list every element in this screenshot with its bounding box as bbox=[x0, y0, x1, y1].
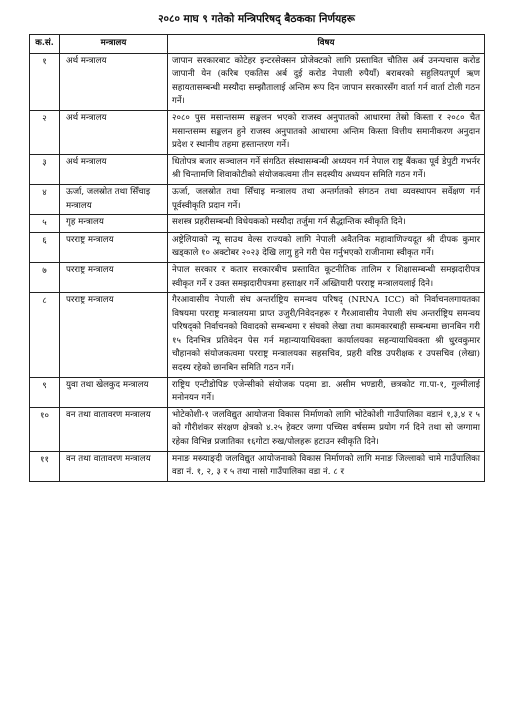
decisions-table bbox=[29, 34, 485, 482]
table-row bbox=[30, 110, 485, 154]
row-ministry: वन तथा वातावरण मन्त्रालय bbox=[60, 451, 168, 481]
row-sn: ९ bbox=[30, 377, 60, 407]
row-subject: भोटेकोशी-१ जलविद्युत आयोजना विकास निर्माणको लागि भोटेकोशी गाउँपालिका वडानं १,३,४ र ५ को गौरीशंकर संरक्षण क्षेत्रको ४.२५ हेक्टर जग्गा पच्चिस वर्षसम्म प्रयोग गर्न दिने तथा सो जग्गामा रहेका विभिन्न प्रजातिका १६गोटा रुख/पोलहरू हटाउन स्वीकृति दिने। bbox=[168, 407, 485, 451]
row-subject: मनाङ मस्र्याङ्दी जलविद्युत आयोजनाको विकास निर्माणको लागि मनाङ जिल्लाको चामे गाउँपालिका वडा नं. १, २, ३ र ५ तथा नासो गाउँपालिका वडा नं. ८ र bbox=[168, 451, 485, 481]
row-ministry: अर्थ मन्त्रालय bbox=[60, 53, 168, 110]
row-ministry: गृह मन्त्रालय bbox=[60, 215, 168, 233]
row-subject: नेपाल सरकार र कतार सरकारबीच प्रस्तावित कूटनीतिक तालिम र शिक्षासम्बन्धी समझदारीपत्र स्वीकृत गर्ने र उक्त समझदारीपत्रमा हस्ताक्षर गर्ने अख्तियारी परराष्ट्र मन्त्रालयलाई दिने। bbox=[168, 262, 485, 292]
row-sn: २ bbox=[30, 110, 60, 154]
row-subject: ऊर्जा, जलस्रोत तथा सिँचाइ मन्त्रालय तथा अन्तर्गतको संगठन तथा व्यवस्थापन सर्वेक्षण गर्न पूर्वस्वीकृति प्रदान गर्ने। bbox=[168, 184, 485, 214]
table-row bbox=[30, 407, 485, 451]
row-subject: सशस्त्र प्रहरीसम्बन्धी विधेयकको मस्यौदा तर्जुमा गर्न सैद्धान्तिक स्वीकृति दिने। bbox=[168, 215, 485, 233]
row-sn: ५ bbox=[30, 215, 60, 233]
table-body bbox=[30, 53, 485, 481]
table-header-row bbox=[30, 35, 485, 54]
row-subject: राष्ट्रिय एन्टीडोपिङ एजेन्सीको संयोजक पदमा डा. असीम भण्डारी, छत्रकोट गा.पा-१, गुल्मीलाई मनोनयन गर्ने। bbox=[168, 377, 485, 407]
row-ministry: वन तथा वातावरण मन्त्रालय bbox=[60, 407, 168, 451]
row-subject: धितोपत्र बजार सञ्चालन गर्ने संगठित संस्थासम्बन्धी अध्ययन गर्न नेपाल राष्ट्र बैंकका पूर्व डेपुटी गभर्नर श्री चिन्तामणि शिवाकोटीको संयोजकत्वमा तीन सदस्यीय अध्ययन समिति गठन गर्ने। bbox=[168, 154, 485, 184]
header-sn: क.सं. bbox=[30, 35, 60, 54]
table-row bbox=[30, 184, 485, 214]
row-sn: ११ bbox=[30, 451, 60, 481]
document-page bbox=[29, 12, 484, 482]
row-sn: ८ bbox=[30, 293, 60, 378]
row-sn: ७ bbox=[30, 262, 60, 292]
table-row bbox=[30, 215, 485, 233]
row-subject: २०८० पुस मसान्तसम्म सङ्कलन भएको राजस्व अनुपातको आधारमा तेस्रो किस्ता र २०८० चैत मसान्तसम्म सङ्कलन हुने राजस्व अनुपातको आधारमा अन्तिम किस्ता वित्तीय समानीकरण अनुदान प्रदेश र स्थानीय तहमा हस्तान्तरण गर्ने। bbox=[168, 110, 485, 154]
header-ministry: मन्त्रालय bbox=[60, 35, 168, 54]
table-row bbox=[30, 377, 485, 407]
row-subject: जापान सरकारबाट कोटेहर इन्टरसेक्सन प्रोजेक्टको लागि प्रस्तावित चौतिस अर्ब उनन्पचास करोड जापानी येन (करिब एकतिस अर्ब दुई करोड नेपाली रुपैयाँ) बराबरको सहुलियतपूर्ण ऋण सहायतासम्बन्धी मस्यौदा सम्झौतालाई अन्तिम रूप दिन जापान सरकारसँग वार्ता गर्न वार्ता टोली गठन गर्ने। bbox=[168, 53, 485, 110]
table-row bbox=[30, 293, 485, 378]
row-subject: गैरआवासीय नेपाली संघ अन्तर्राष्ट्रिय समन्वय परिषद् (NRNA ICC) को निर्वाचनलगायतका विषयमा परराष्ट्र मन्त्रालयमा प्राप्त उजुरी/निवेदनहरू र गैरआवासीय नेपाली संघ अन्तर्राष्ट्रिय समन्वय परिषद्को निर्वाचनको विवादको सम्बन्धमा र संघको लेखा तथा कामकारबाही सम्बन्धमा छानबिन गरी १५ दिनभित्र प्रतिवेदन पेस गर्न महान्यायाधिवक्ता कार्यालयका सहन्यायाधिवक्ता श्री धु्रवकुमार चौहानको संयोजकत्वमा परराष्ट्र मन्त्रालयका सहसचिव, प्रहरी वरिष्ठ उपरीक्षक र उपसचिव (लेखा) सदस्य रहेको छानबिन समिति गठन गर्ने। bbox=[168, 293, 485, 378]
header-subject: विषय bbox=[168, 35, 485, 54]
row-ministry: परराष्ट्र मन्त्रालय bbox=[60, 232, 168, 262]
row-ministry: परराष्ट्र मन्त्रालय bbox=[60, 262, 168, 292]
table-row bbox=[30, 232, 485, 262]
table-row bbox=[30, 154, 485, 184]
row-sn: १० bbox=[30, 407, 60, 451]
row-ministry: ऊर्जा, जलस्रोत तथा सिँचाइ मन्त्रालय bbox=[60, 184, 168, 214]
row-sn: ३ bbox=[30, 154, 60, 184]
row-sn: १ bbox=[30, 53, 60, 110]
row-sn: ४ bbox=[30, 184, 60, 214]
table-row bbox=[30, 262, 485, 292]
row-ministry: युवा तथा खेलकुद मन्त्रालय bbox=[60, 377, 168, 407]
row-subject: अष्ट्रेलियाको न्यू साउथ वेल्स राज्यको लागि नेपाली अवैतनिक महावाणिज्यदूत श्री दीपक कुमार खड्काले १० अक्टोबर २०२३ देखि लागु हुने गरी पेस गर्नुभएको राजीनामा स्वीकृत गर्ने। bbox=[168, 232, 485, 262]
row-sn: ६ bbox=[30, 232, 60, 262]
table-row bbox=[30, 451, 485, 481]
row-ministry: अर्थ मन्त्रालय bbox=[60, 110, 168, 154]
page-title: २०८० माघ ९ गतेको मन्त्रिपरिषद् बैठकका निर्णयहरू bbox=[158, 13, 355, 25]
table-row bbox=[30, 53, 485, 110]
row-ministry: अर्थ मन्त्रालय bbox=[60, 154, 168, 184]
row-ministry: परराष्ट्र मन्त्रालय bbox=[60, 293, 168, 378]
